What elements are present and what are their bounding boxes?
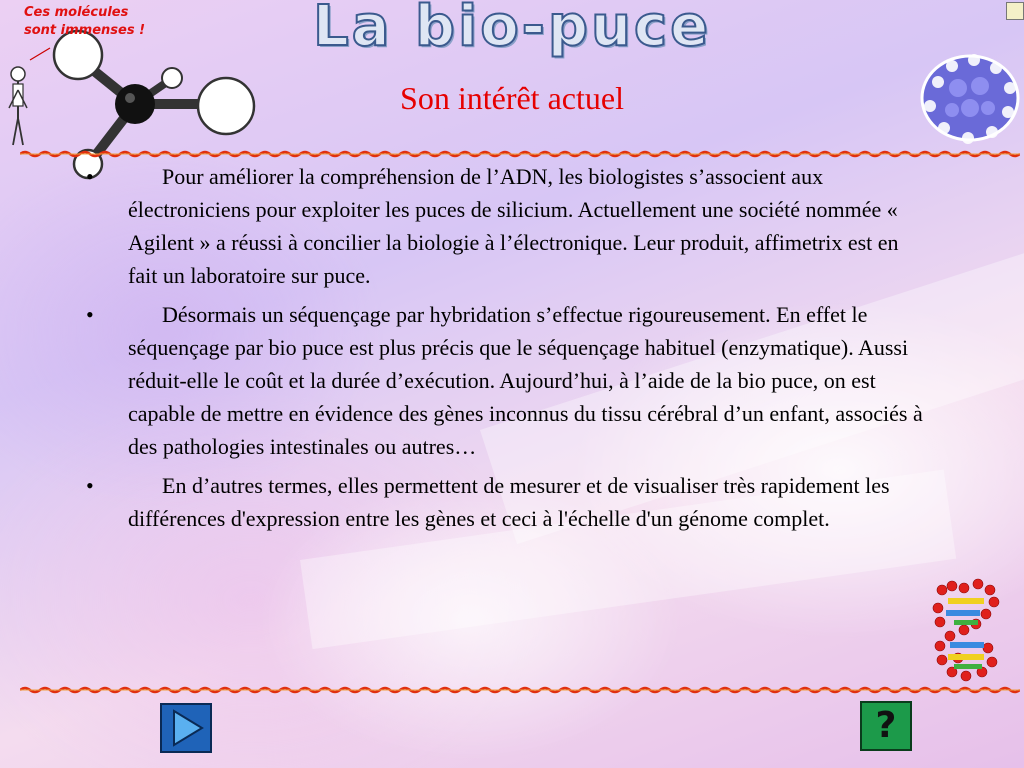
bullet-marker: • [86, 473, 94, 498]
slide-subtitle: Son intérêt actuel [400, 80, 624, 116]
top-divider [20, 150, 1020, 158]
paragraph-text: Désormais un séquençage par hybridation s’effectue rigoureusement. En effet le séquençage par bio puce est plus précis que le séquençage habituel (enzymatique). Aussi réduit-elle le coût et la durée d’exécution. Aujourd’hui, à l’aide de la bio puce, on est capable de mettre en évidence des gènes inconnus du tissu cérébral d’un enfant, associés à des pathologies intestinales ou autres… [128, 302, 923, 459]
bullet-paragraph [80, 298, 930, 463]
dna-helix-icon [928, 578, 1004, 684]
bullet-paragraph [80, 160, 930, 292]
next-slide-button[interactable] [160, 703, 212, 753]
buckyball-icon [918, 52, 1022, 144]
help-button[interactable] [860, 701, 912, 751]
corner-menu-icon[interactable] [1006, 2, 1024, 20]
slide-body [80, 160, 930, 541]
help-question-icon: ? [875, 705, 897, 746]
bottom-divider [20, 686, 1020, 694]
cartoon-caption-line2: sont immenses ! [24, 23, 146, 38]
cartoon-caption-line1: Ces molécules [24, 5, 129, 20]
bullet-paragraph [80, 469, 930, 535]
bullet-marker: • [86, 164, 94, 189]
next-arrow-icon [162, 705, 210, 751]
paragraph-text: Pour améliorer la compréhension de l’ADN, les biologistes s’associent aux électroniciens pour exploiter les puces de silicium. Actuellement une société nommée « Agilent » a réussi à concilier la biologie à l’électronique. Leur produit, affimetrix est en fait un laboratoire sur puce. [128, 164, 899, 288]
slide-title: La bio-puce [312, 0, 712, 59]
bullet-marker: • [86, 302, 94, 327]
paragraph-text: En d’autres termes, elles permettent de mesurer et de visualiser très rapidement les différences d'expression entre les gènes et ceci à l'échelle d'un génome complet. [128, 473, 890, 531]
